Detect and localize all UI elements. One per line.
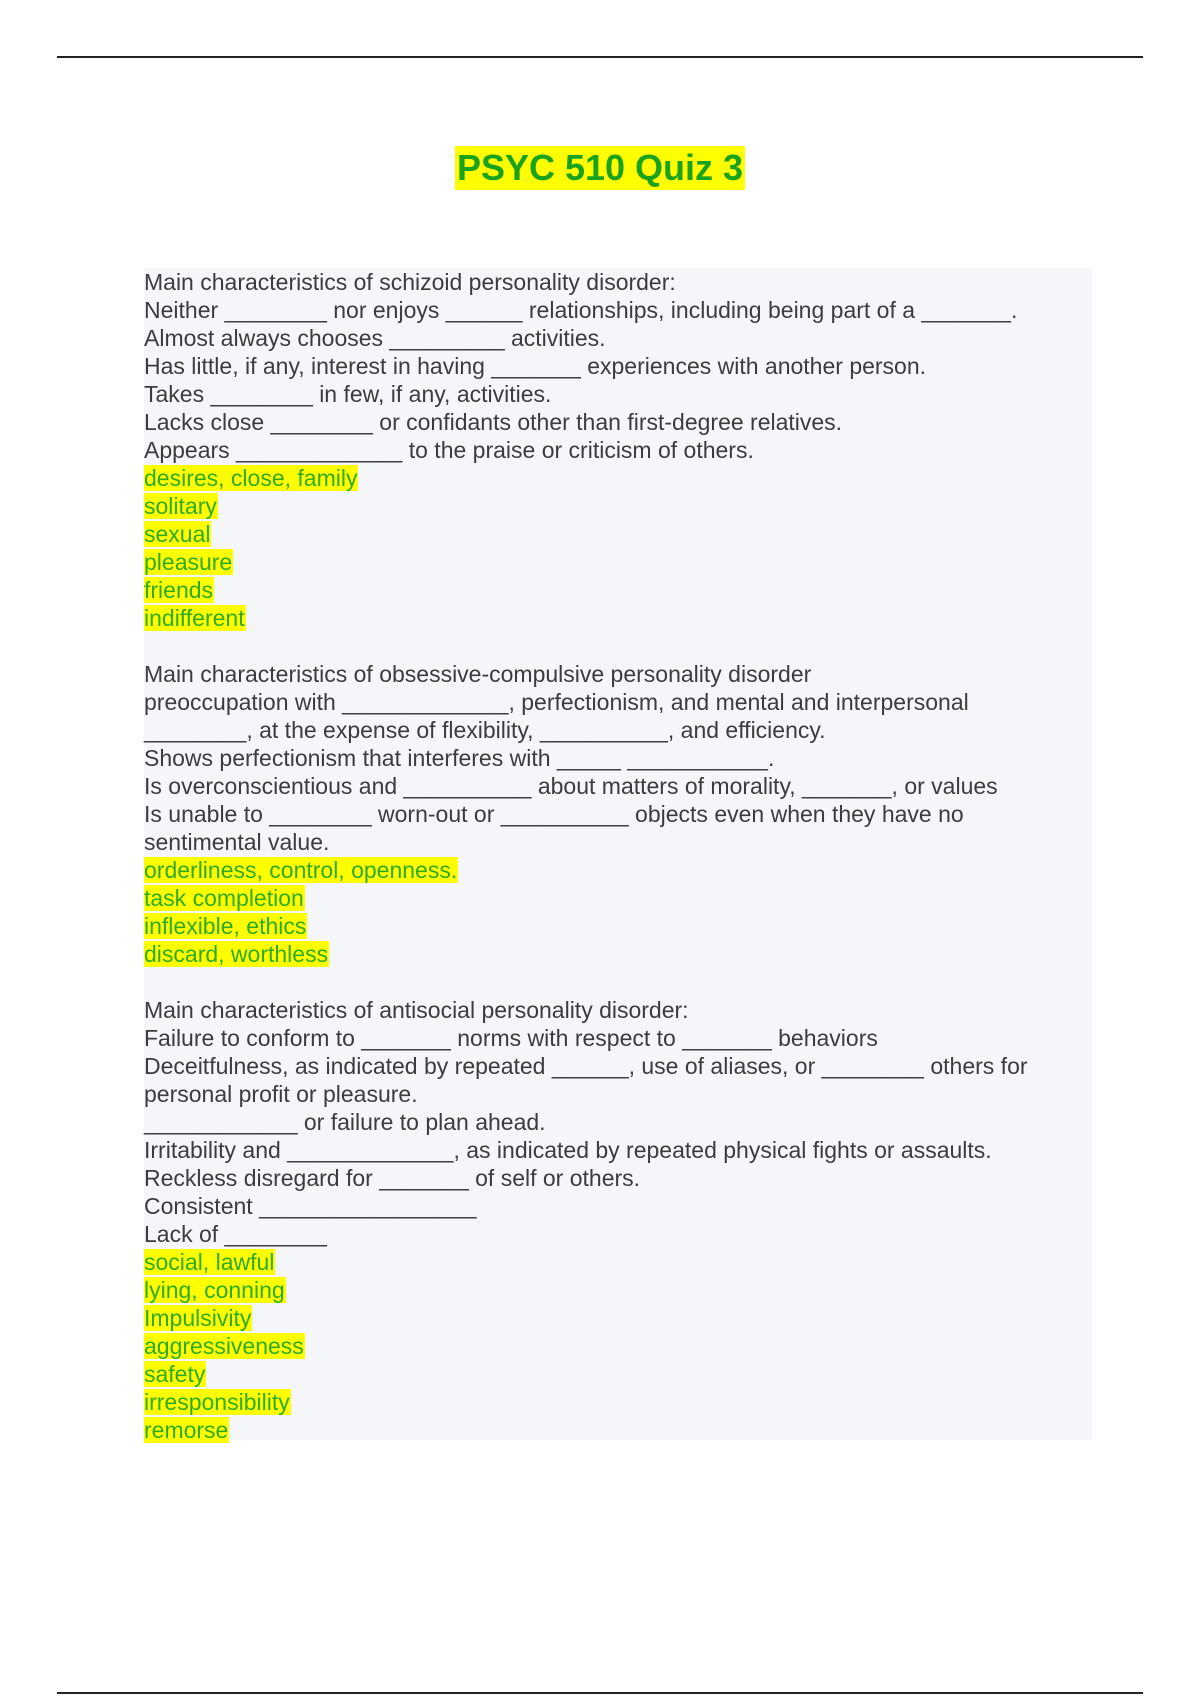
answer-line [144,1416,1092,1444]
answer-highlight: aggressiveness [144,1333,304,1359]
answer-line [144,940,1092,968]
question-line: Consistent _________________ [144,1193,477,1219]
answer-highlight: discard, worthless [144,941,329,967]
answer-line [144,912,1092,940]
question-line: Deceitfulness, as indicated by repeated ______, use of aliases, or ________ others for [144,1053,1028,1079]
answer-highlight: friends [144,577,214,603]
answer-highlight: Impulsivity [144,1305,252,1331]
answer-highlight: solitary [144,493,217,519]
question-line: ____________ or failure to plan ahead. [144,1109,546,1135]
quiz-content [144,268,1092,1443]
answer-highlight: sexual [144,521,211,547]
title-wrapper [0,146,1200,190]
answer-line [144,1388,1092,1416]
question-line: Shows perfectionism that interferes with _____ ___________. [144,745,775,771]
question-line: Lack of ________ [144,1221,327,1247]
answer-line [144,520,1092,548]
section-schizoid [144,268,1092,632]
question-line: Main characteristics of obsessive-compulsive personality disorder [144,661,812,687]
answer-highlight: orderliness, control, openness. [144,857,458,883]
question-line: Is unable to ________ worn-out or __________ objects even when they have no [144,801,964,827]
answer-highlight: remorse [144,1417,229,1443]
question-line: Main characteristics of antisocial personality disorder: [144,997,689,1023]
answer-line [144,856,1092,884]
answer-line [144,492,1092,520]
question-line: Takes ________ in few, if any, activities. [144,381,552,407]
question-line: Lacks close ________ or confidants other than first-degree relatives. [144,409,843,435]
answer-line [144,1248,1092,1276]
answer-line [144,576,1092,604]
section-obsessive-compulsive [144,660,1092,968]
answer-highlight: pleasure [144,549,233,575]
question-line: sentimental value. [144,829,330,855]
question-line: Almost always chooses _________ activities. [144,325,606,351]
answer-line [144,604,1092,632]
question-line: personal profit or pleasure. [144,1081,418,1107]
answer-line [144,884,1092,912]
question-line: Irritability and _____________, as indicated by repeated physical fights or assaults. [144,1137,992,1163]
question-line: ________, at the expense of flexibility, __________, and efficiency. [144,717,826,743]
answer-line [144,1304,1092,1332]
header-rule [57,56,1143,58]
answer-highlight: desires, close, family [144,465,358,491]
answer-highlight: irresponsibility [144,1389,290,1415]
question-line: Has little, if any, interest in having _______ experiences with another person. [144,353,927,379]
answer-highlight: safety [144,1361,206,1387]
question-line: Failure to conform to _______ norms with respect to _______ behaviors [144,1025,878,1051]
answer-line [144,1276,1092,1304]
answer-highlight: lying, conning [144,1277,285,1303]
footer-rule [57,1692,1143,1694]
answer-highlight: task completion [144,885,304,911]
page-title: PSYC 510 Quiz 3 [456,147,744,188]
answer-line [144,1360,1092,1388]
answer-line [144,548,1092,576]
answer-line [144,1332,1092,1360]
section-antisocial [144,996,1092,1444]
question-line: Appears _____________ to the praise or criticism of others. [144,437,754,463]
question-line: Main characteristics of schizoid personality disorder: [144,269,676,295]
question-line: Is overconscientious and __________ about matters of morality, _______, or values [144,773,998,799]
question-line: Reckless disregard for _______ of self or others. [144,1165,641,1191]
answer-line [144,464,1092,492]
answer-highlight: social, lawful [144,1249,275,1275]
question-line: preoccupation with _____________, perfectionism, and mental and interpersonal [144,689,969,715]
question-line: Neither ________ nor enjoys ______ relationships, including being part of a _______. [144,297,1018,323]
answer-highlight: indifferent [144,605,245,631]
answer-highlight: inflexible, ethics [144,913,307,939]
